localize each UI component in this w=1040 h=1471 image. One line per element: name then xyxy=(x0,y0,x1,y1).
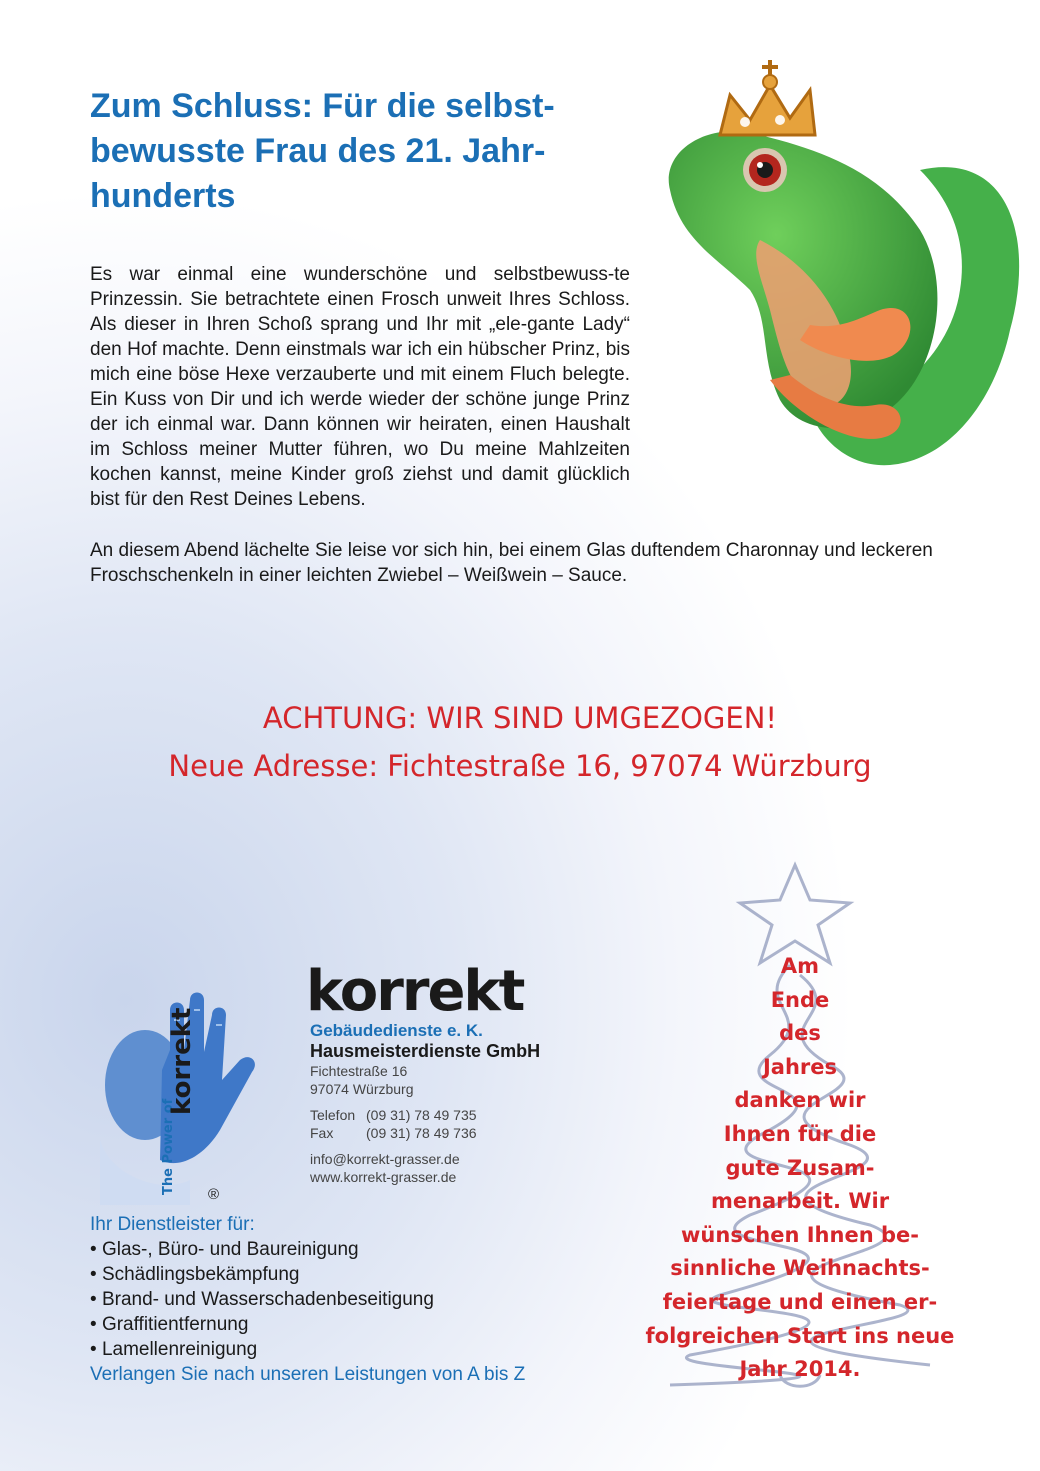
phone-number: (09 31) 78 49 735 xyxy=(366,1107,477,1123)
tagline-brand: korrekt xyxy=(167,1007,197,1115)
greeting-line: Ihnen für die xyxy=(723,1121,877,1146)
company-email[interactable]: info@korrekt-grasser.de xyxy=(310,1151,460,1167)
greeting-line: des xyxy=(779,1021,821,1046)
greeting-line: Ende xyxy=(770,987,830,1012)
headline-line: Zum Schluss: Für die selbst- xyxy=(90,87,555,125)
company-name-line2: Hausmeisterdienste GmbH xyxy=(310,1041,541,1061)
greeting-line: sinnliche Weihnachts- xyxy=(670,1256,930,1281)
fax-label: Fax xyxy=(310,1125,334,1141)
list-item: • Glas-, Büro- und Baureinigung xyxy=(90,1237,434,1262)
tagline-prefix: The Power of xyxy=(161,1098,176,1195)
relocation-notice xyxy=(0,700,1040,796)
greeting-line: menarbeit. Wir xyxy=(710,1189,890,1214)
greeting-line: Jahres xyxy=(762,1054,838,1079)
christmas-greeting xyxy=(620,950,980,1387)
list-item: • Brand- und Wasserschadenbeseitigung xyxy=(90,1287,434,1312)
greeting-line: Am xyxy=(780,954,820,978)
greeting-line: folgreichen Start ins neue xyxy=(645,1323,955,1348)
registered-mark: ® xyxy=(208,1186,220,1203)
headline-line: bewusste Frau des 21. Jahr- xyxy=(90,132,546,170)
greeting-line: danken wir xyxy=(734,1088,866,1113)
list-item: • Graffitientfernung xyxy=(90,1312,434,1337)
company-phone xyxy=(310,1106,477,1124)
company-name-line1: Gebäudedienste e. K. xyxy=(310,1021,483,1040)
company-logo: korrekt xyxy=(306,959,524,1024)
company-street: Fichtestraße 16 xyxy=(310,1063,408,1079)
fax-number: (09 31) 78 49 736 xyxy=(366,1125,477,1141)
company-fax xyxy=(310,1124,477,1142)
services-list xyxy=(90,1237,434,1362)
page-title xyxy=(90,84,650,219)
person-hand-photo xyxy=(100,980,260,1205)
headline-line: hunderts xyxy=(90,177,236,215)
company-website[interactable]: www.korrekt-grasser.de xyxy=(310,1169,457,1185)
greeting-line: wünschen Ihnen be- xyxy=(681,1222,919,1247)
list-item: • Lamellenreinigung xyxy=(90,1337,434,1362)
services-footer: Verlangen Sie nach unseren Leistungen von A bis Z xyxy=(90,1364,526,1385)
greeting-line: Jahr 2014. xyxy=(739,1357,861,1382)
notice-line: ACHTUNG: WIR SIND UMGEZOGEN! xyxy=(262,701,778,735)
notice-address: Neue Adresse: Fichtestraße 16, 97074 Würzburg xyxy=(168,749,872,783)
company-city: 97074 Würzburg xyxy=(310,1081,414,1097)
frog-illustration xyxy=(650,40,1040,480)
story-ending: An diesem Abend lächelte Sie leise vor sich hin, bei einem Glas duftendem Charonnay und leckeren Froschschenkeln in einer leichten Zwiebel – Weißwein – Sauce. xyxy=(90,540,933,586)
story-paragraph: Es war einmal eine wunderschöne und selbstbewuss-te Prinzessin. Sie betrachtete einen Frosch unweit Ihres Schloss. Als dieser in Ihren Schoß sprang und Ihr mit „ele-gante Lady“ den Hof machte. Denn einstmals war ich ein hübscher Prinz, bis mich eine böse Hexe verzauberte und mit einem Fluch belegte. Ein Kuss von Dir und ich werde wieder der schöne junge Prinz der ich einmal war. Dann können wir heiraten, einen Haushalt im Schloss meiner Mutter führen, wo Du meine Mahlzeiten kochen kannst, meine Kinder groß ziehst und damit glücklich bist für den Rest Deines Lebens. xyxy=(90,264,630,510)
services-title: Ihr Dienstleister für: xyxy=(90,1214,255,1235)
list-item: • Schädlingsbekämpfung xyxy=(90,1262,434,1287)
greeting-line: feiertage und einen er- xyxy=(662,1289,938,1314)
phone-label: Telefon xyxy=(310,1107,356,1123)
greeting-line: gute Zusam- xyxy=(725,1155,875,1180)
